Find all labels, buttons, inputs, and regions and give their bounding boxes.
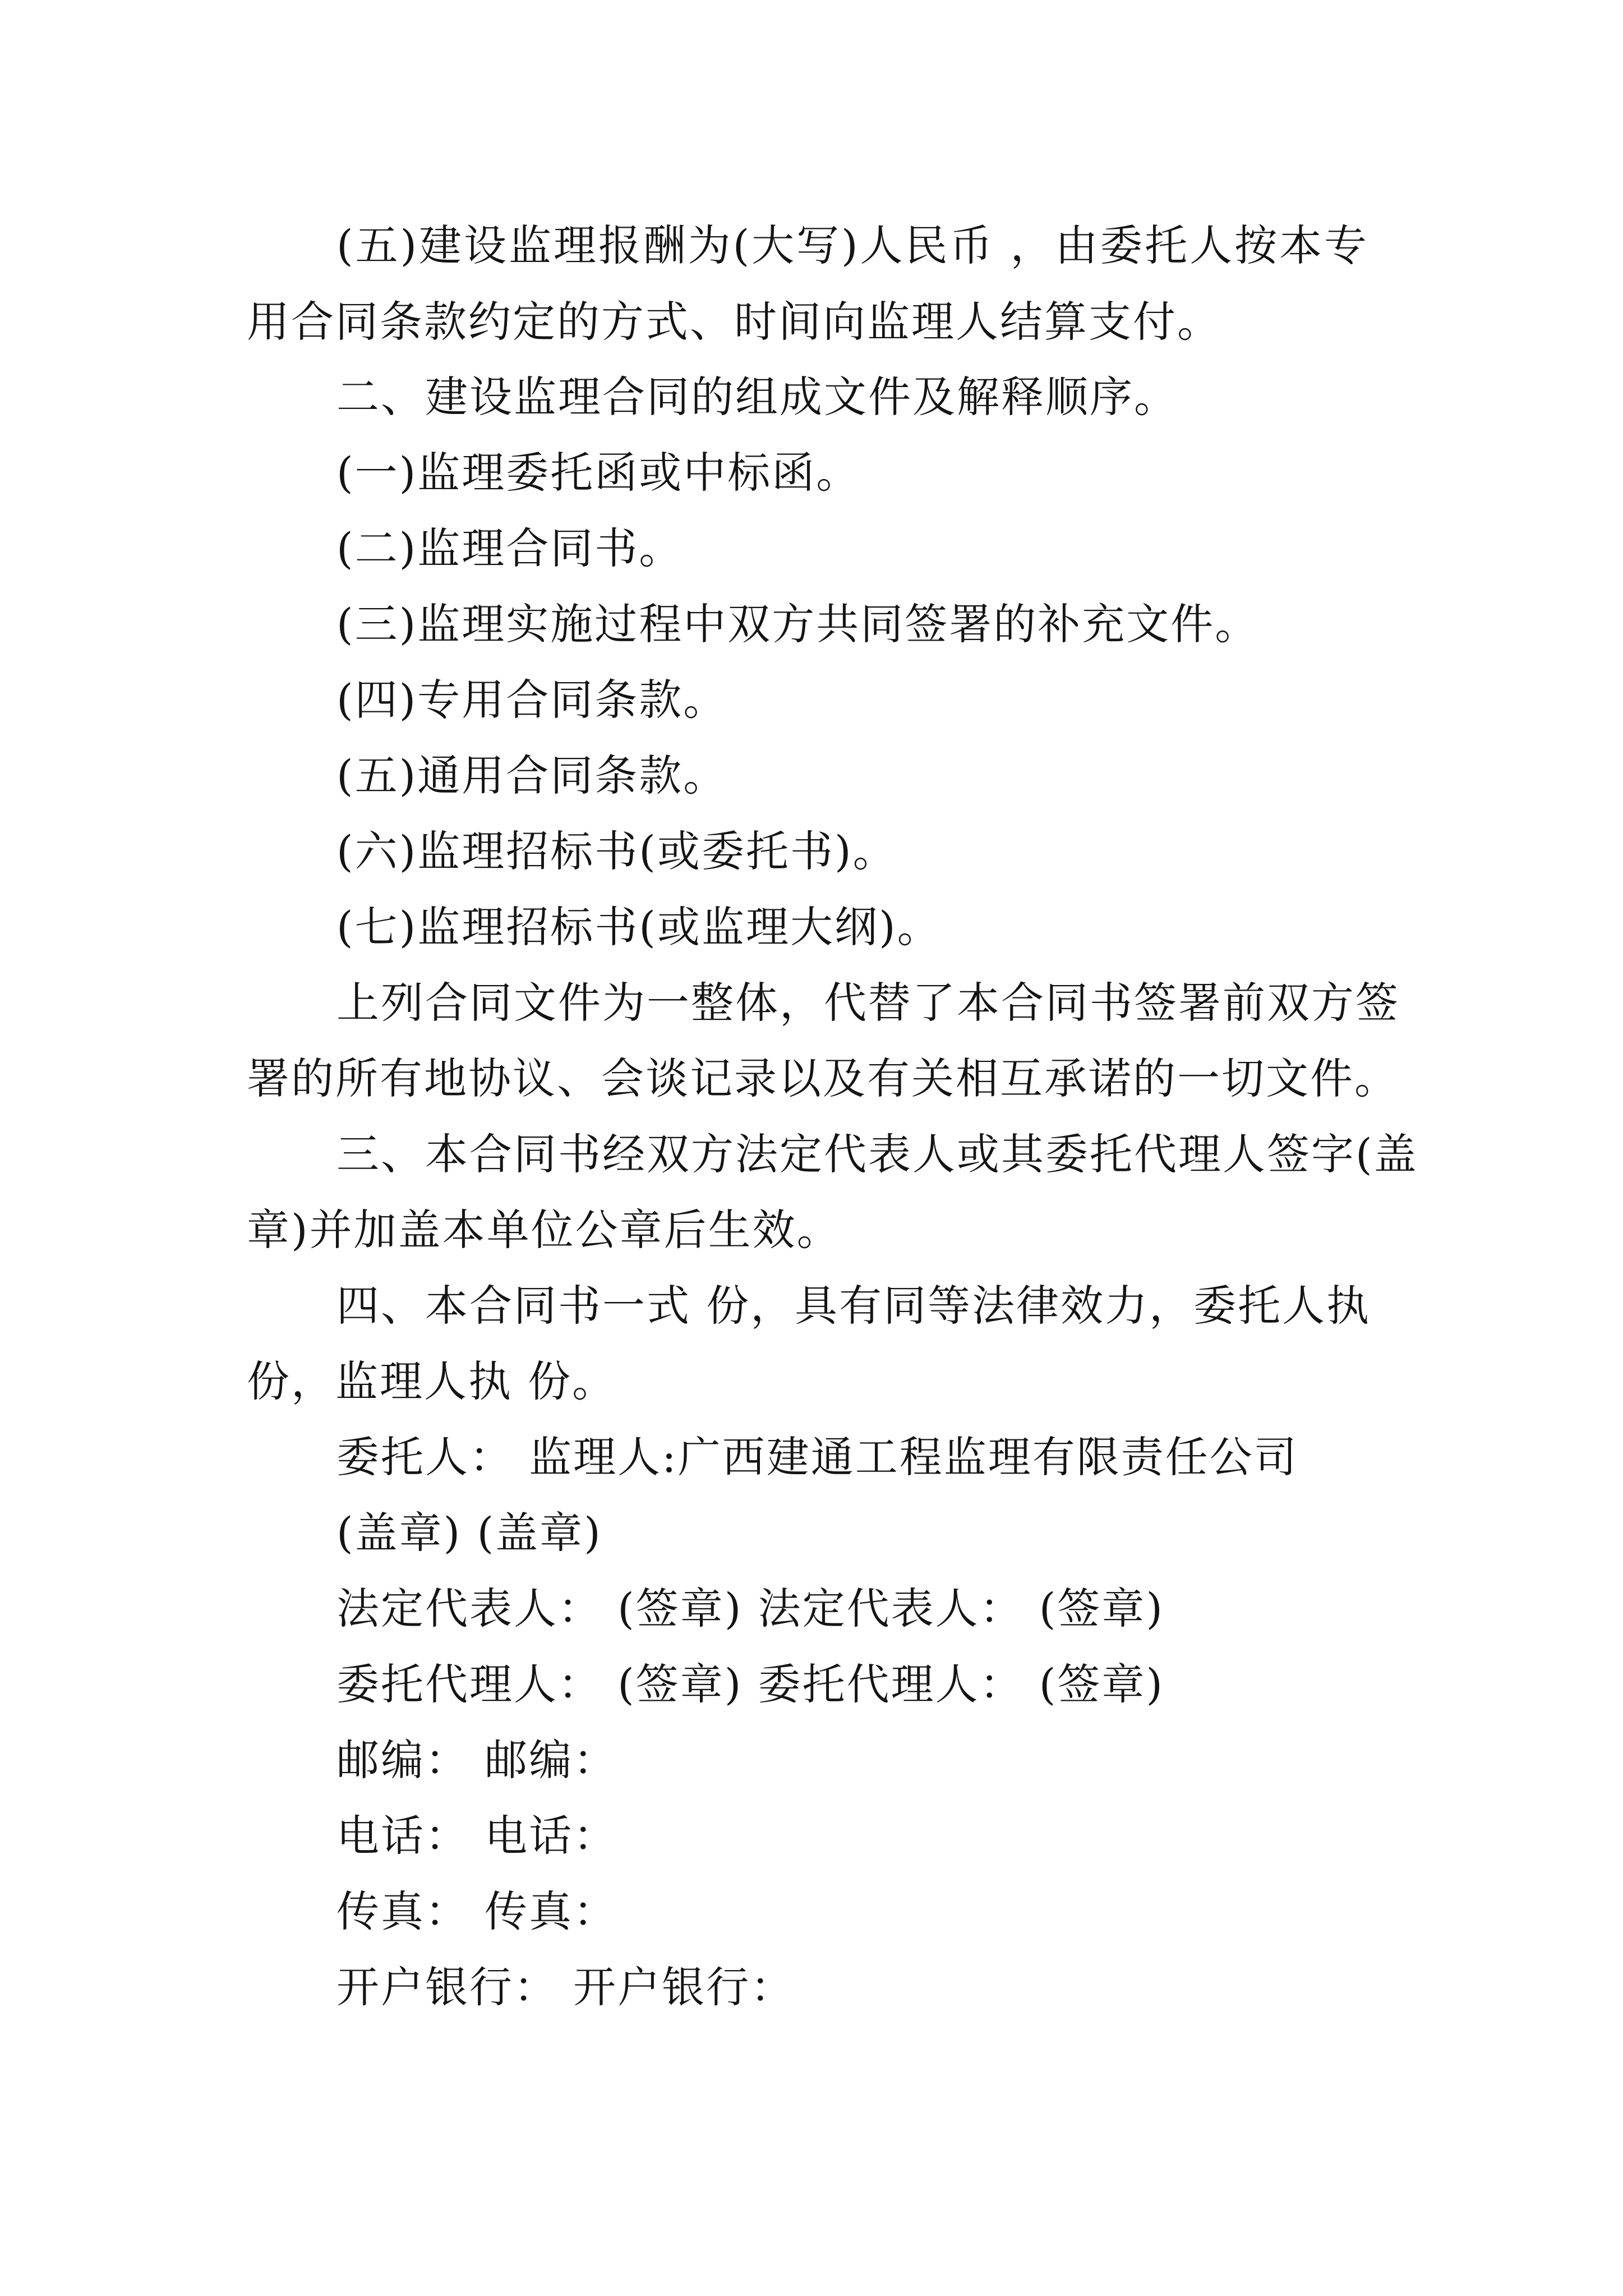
list-item-3: (三)监理实施过程中双方共同签署的补充文件。 [336,599,1260,649]
seal-line: (盖章) (盖章) [336,1508,602,1558]
list-item-4: (四)专用合同条款。 [336,675,728,725]
phone-line: 电话： 电话： [336,1811,618,1861]
paragraph-line: 上列合同文件为一整体，代替了本合同书签署前双方签 [336,978,1400,1028]
section-heading-4: 四、本合同书一式 份，具有同等法律效力，委托人执 [336,1281,1371,1331]
list-item-7: (七)监理招标书(或监理大纲)。 [336,902,942,952]
fax-line: 传真： 传真： [336,1887,618,1936]
section-4-cont: 份，监理人执 份。 [247,1356,617,1406]
list-item-6: (六)监理招标书(或委托书)。 [336,826,897,876]
section-heading-3: 三、本合同书经双方法定代表人或其委托代理人签字(盖 [336,1129,1418,1179]
text-line-remuneration-cont: 用合同条款约定的方式、时间向监理人结算支付。 [247,297,1221,347]
section-heading-2: 二、建设监理合同的组成文件及解释顺序。 [336,372,1178,422]
legal-representative-line: 法定代表人： (签章) 法定代表人： (签章) [336,1584,1165,1634]
section-3-cont: 章)并加盖本单位公章后生效。 [247,1205,841,1255]
postcode-line: 邮编： 邮编： [336,1735,618,1785]
signatory-parties: 委托人： 监理人:广西建通工程监理有限责任公司 [336,1432,1298,1482]
authorized-agent-line: 委托代理人： (签章) 委托代理人： (签章) [336,1659,1165,1709]
list-item-1: (一)监理委托函或中标函。 [336,448,861,498]
bank-line: 开户银行： 开户银行： [336,1962,795,2012]
list-item-2: (二)监理合同书。 [336,523,684,573]
text-line-remuneration: (五)建设监理报酬为(大写)人民币 ，由委托人按本专 [336,220,1368,270]
paragraph-line-cont: 署的所有地协议、会谈记录以及有关相互承诺的一切文件。 [247,1053,1399,1103]
list-item-5: (五)通用合同条款。 [336,751,728,800]
